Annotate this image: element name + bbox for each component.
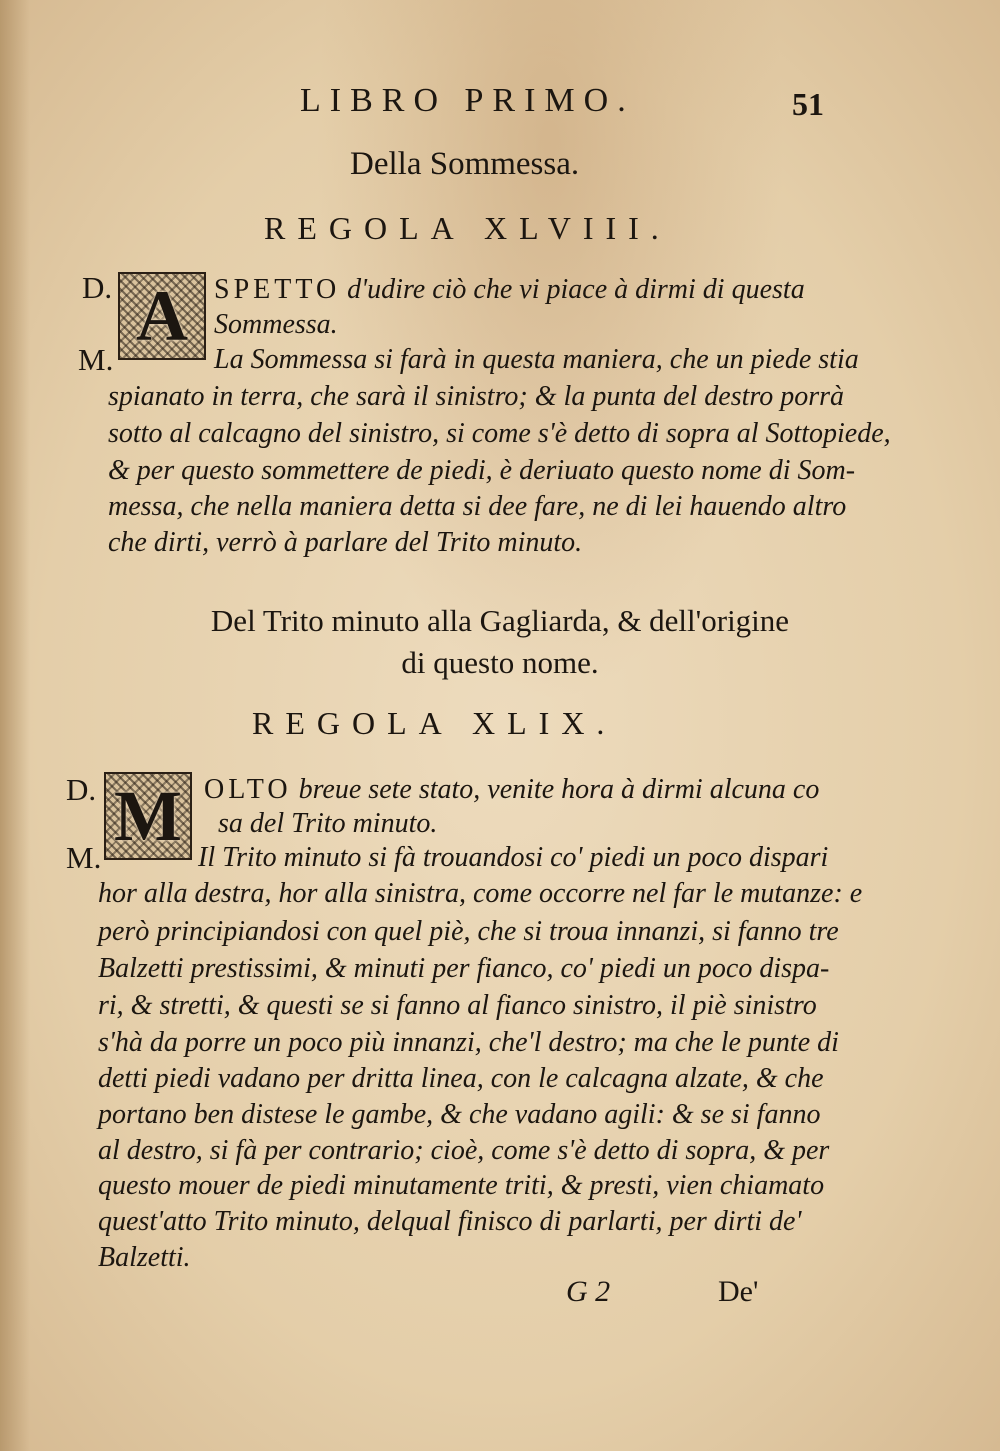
- text-line: sotto al calcagno del sinistro, si come s'è detto di sopra al Sottopiede,: [108, 418, 891, 449]
- catchword: De': [718, 1275, 759, 1308]
- rule-heading: REGOLA XLVIII.: [264, 210, 671, 246]
- rule-heading: REGOLA XLIX.: [252, 705, 617, 741]
- text-line: [214, 274, 805, 306]
- text-line: portano ben distese le gambe, & che vadano agili: & se si fanno: [98, 1099, 821, 1130]
- text-line-content: breue sete stato, venite hora à dirmi alcuna co: [298, 774, 820, 805]
- initial-letter: M: [114, 776, 182, 856]
- speaker-m: M.: [78, 342, 114, 377]
- text-line: La Sommessa si farà in questa maniera, che un piede stia: [214, 344, 859, 375]
- decorated-initial: [104, 772, 192, 860]
- text-line: però principiandosi con quel piè, che si troua innanzi, si fanno tre: [98, 916, 839, 947]
- text-line: spianato in terra, che sarà il sinistro; & la punta del destro porrà: [108, 381, 845, 412]
- running-head: LIBRO PRIMO.: [300, 82, 635, 119]
- text-line: s'hà da porre un poco più innanzi, che'l destro; ma che le punte di: [98, 1027, 839, 1058]
- text-line: ri, & stretti, & questi se si fanno al fianco sinistro, il piè sinistro: [98, 990, 817, 1021]
- text-line: detti piedi vadano per dritta linea, con le calcagna alzate, & che: [98, 1063, 824, 1094]
- text-line: al destro, si fà per contrario; cioè, come s'è detto di sopra, & per: [98, 1135, 830, 1166]
- text-line: hor alla destra, hor alla sinistra, come occorre nel far le mutanze: e: [98, 878, 863, 909]
- section-title: Della Sommessa.: [350, 146, 580, 182]
- signature-mark: G 2: [566, 1275, 611, 1308]
- text-line: quest'atto Trito minuto, delqual finisco di parlarti, per dirti de': [98, 1206, 802, 1237]
- text-line: Balzetti prestissimi, & minuti per fianco, co' piedi un poco dispa-: [98, 953, 830, 984]
- text-line: Il Trito minuto si fà trouandosi co' piedi un poco dispari: [198, 842, 829, 873]
- opening-word: SPETTO: [214, 274, 341, 305]
- text-line-content: d'udire ciò che vi piace à dirmi di questa: [347, 274, 805, 305]
- speaker-d: D.: [82, 270, 113, 305]
- page-edge-shadow: [0, 0, 30, 1451]
- text-line: che dirti, verrò à parlare del Trito minuto.: [108, 527, 583, 558]
- initial-letter: A: [136, 276, 188, 356]
- text-line: Sommessa.: [214, 309, 338, 340]
- page-number: 51: [792, 86, 824, 122]
- text-line: [204, 774, 819, 806]
- speaker-m: M.: [66, 840, 102, 875]
- text-line: messa, che nella maniera detta si dee fare, ne di lei hauendo altro: [108, 491, 847, 522]
- text-line: questo mouer de piedi minutamente triti, & presti, vien chiamato: [98, 1170, 825, 1201]
- section-title: [150, 600, 850, 684]
- section-title-line: di questo nome.: [401, 645, 599, 680]
- decorated-initial: [118, 272, 206, 360]
- section-title-line: Del Trito minuto alla Gagliarda, & dell'origine: [210, 603, 790, 638]
- opening-word: OLTO: [204, 774, 292, 805]
- text-line: sa del Trito minuto.: [218, 808, 438, 839]
- text-line: Balzetti.: [98, 1242, 191, 1273]
- text-line: & per questo sommettere de piedi, è deriuato questo nome di Som-: [108, 455, 856, 486]
- speaker-d: D.: [66, 772, 97, 807]
